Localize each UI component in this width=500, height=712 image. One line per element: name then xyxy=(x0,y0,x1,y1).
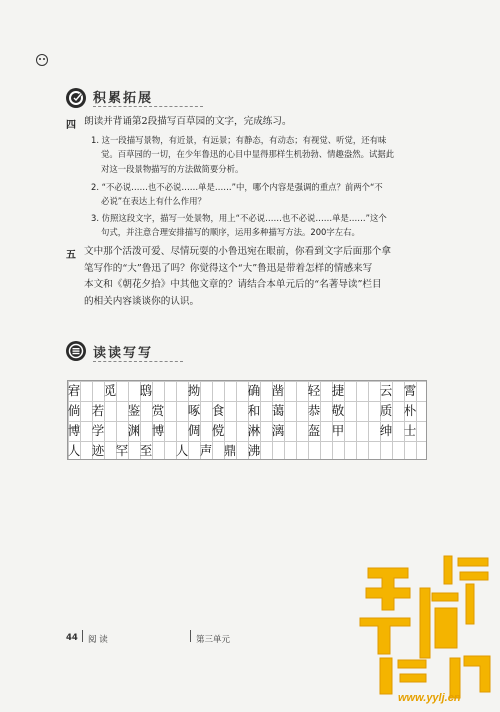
vocab-char: 赏 xyxy=(151,403,165,418)
subitem-3: 3. 仿照这段文字，描写一处景物，用上“不必说……也不必说……单是……”这个 句式，并注意合理安排描写的顺序，运用多种描写方法。200字左右。 xyxy=(91,213,387,238)
item-4-prompt: 朗读并背诵第2段描写百草园的文字，完成练习。 xyxy=(84,116,292,127)
vocab-char: 人 xyxy=(67,443,81,458)
vocab-char: 博 xyxy=(67,423,81,438)
subitem-1: 1. 这一段描写景物，有近景，有远景；有静态，有动态；有视觉、听觉，还有味 觉。百草园的一切，在少年鲁迅的心目中显得那样生机勃勃、情趣盎然。试据此 对这一段景物描写的方法做简要分析。 xyxy=(91,135,395,174)
vocab-char: 鸱 xyxy=(139,383,153,398)
vocab-char: 博 xyxy=(151,423,165,438)
vocab-char: 绅 xyxy=(379,423,393,438)
watermark-logo xyxy=(340,548,500,708)
vocab-char: 觅 xyxy=(103,383,117,398)
vocab-char: 宭 xyxy=(67,383,81,398)
page-number: 44 xyxy=(66,633,78,643)
item-number-4: 四 xyxy=(66,120,76,131)
vocab-char: 质 xyxy=(379,403,393,418)
vocab-char: 至 xyxy=(139,443,153,458)
vocab-char: 若 xyxy=(91,403,105,418)
vocab-char: 傥 xyxy=(211,423,225,438)
divider xyxy=(190,630,191,642)
vocab-grid xyxy=(67,380,427,460)
vocab-char: 迹 xyxy=(91,443,105,458)
watermark-url: www.yylj.cn xyxy=(398,692,461,704)
vocab-row-4 xyxy=(68,441,426,461)
vocab-char: 渊 xyxy=(127,423,141,438)
vocab-char: 食 xyxy=(211,403,225,418)
vocab-char: 淋 xyxy=(247,423,261,438)
check-circle-icon xyxy=(66,88,86,108)
vocab-char: 盔 xyxy=(307,423,321,438)
vocab-row-1 xyxy=(68,381,426,401)
vocab-char: 倘 xyxy=(67,403,81,418)
vocab-char: 轻 xyxy=(307,383,321,398)
vocab-row-3 xyxy=(68,421,426,441)
vocab-char: 朴 xyxy=(403,403,417,418)
subitem-2: 2. “不必说……也不必说……单是……”中，哪个内容是强调的重点？前两个“不 必说”在表达上有什么作用？ xyxy=(91,182,383,207)
item-number-5: 五 xyxy=(66,250,76,261)
footer-left: 阅 读 xyxy=(88,635,108,645)
section-title-read-write: 读读写写 xyxy=(93,346,154,361)
vocab-char: 啄 xyxy=(187,403,201,418)
vocab-char: 敬 xyxy=(331,403,345,418)
divider xyxy=(93,361,183,362)
list-circle-icon xyxy=(66,341,86,361)
vocab-char: 罕 xyxy=(115,443,129,458)
vocab-char: 鉴 xyxy=(127,403,141,418)
vocab-char: 和 xyxy=(247,403,261,418)
vocab-char: 人 xyxy=(175,443,189,458)
vocab-char: 蔼 xyxy=(271,403,285,418)
footer-right: 第三单元 xyxy=(196,635,231,645)
item-5-prompt: 文中那个活泼可爱、尽情玩耍的小鲁迅宛在眼前，你看到文字后面那个拿 笔写作的“大”鲁迅了吗？你觉得这个“大”鲁迅是带着怎样的情感来写 本文和《朝花夕拾》中其他文章的？请结合本单元后的“名著导读”栏目 的相关内容谈谈你的认识。 xyxy=(84,246,391,307)
vocab-char: 沸 xyxy=(247,443,261,458)
divider xyxy=(82,630,83,642)
vocab-char: 凿 xyxy=(271,383,285,398)
vocab-char: 捷 xyxy=(331,383,345,398)
vocab-char: 云 xyxy=(379,383,393,398)
vocab-char: 士 xyxy=(403,423,417,438)
vocab-char: 恭 xyxy=(307,403,321,418)
vocab-char: 倜 xyxy=(187,423,201,438)
divider xyxy=(93,106,203,107)
vocab-char: 漓 xyxy=(271,423,285,438)
vocab-char: 霄 xyxy=(403,383,417,398)
vocab-char: 学 xyxy=(91,423,105,438)
vocab-char: 鼎 xyxy=(223,443,237,458)
vocab-char: 拗 xyxy=(187,383,201,398)
vocab-char: 确 xyxy=(247,383,261,398)
vocab-char: 甲 xyxy=(331,423,345,438)
smile-icon xyxy=(36,54,48,66)
vocab-char: 声 xyxy=(199,443,213,458)
vocab-row-2 xyxy=(68,401,426,421)
section-title-accumulate: 积累拓展 xyxy=(93,91,154,106)
